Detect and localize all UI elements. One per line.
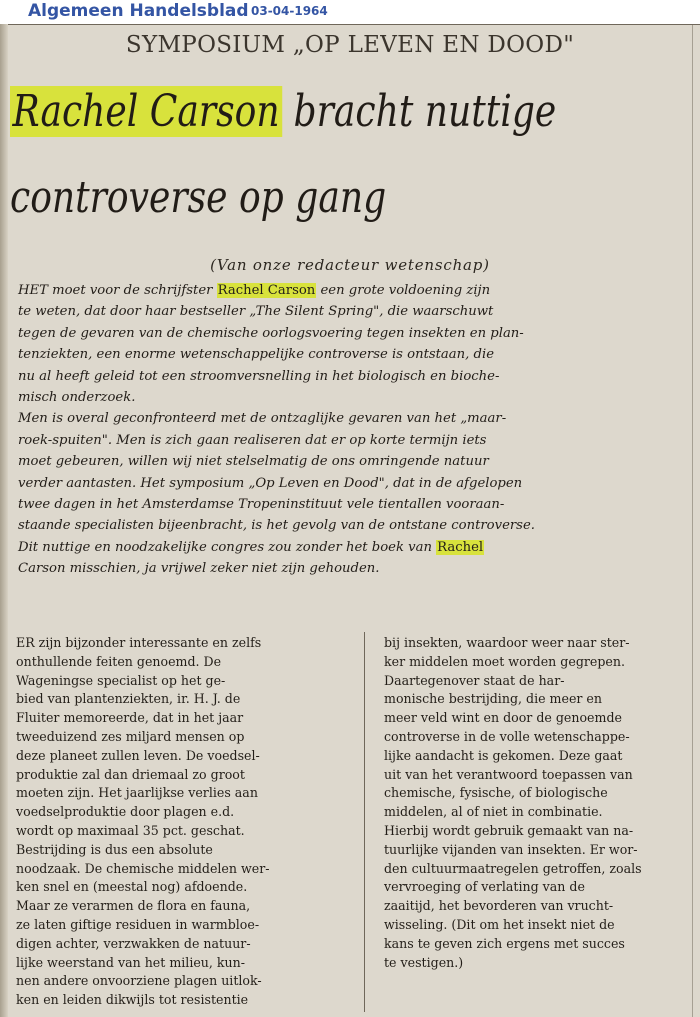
body-line: lijke weerstand van het milieu, kun- xyxy=(16,954,246,970)
body-line: ER zijn bijzonder interessante en zelfs xyxy=(16,635,262,650)
body-column-left xyxy=(16,634,334,1010)
intro-line: nu al heeft geleid tot een stroomversnelling in het biologisch en bioche- xyxy=(18,368,500,384)
intro-line: staande specialisten bijeenbracht, is het gevolg van de ontstane controverse. xyxy=(18,518,535,534)
body-line: produktie zal dan driemaal zo groot xyxy=(16,766,245,782)
name-highlight: Rachel xyxy=(437,539,484,555)
body-line: voedselproduktie door plagen e.d. xyxy=(16,804,235,820)
scan-edge xyxy=(0,24,8,1017)
top-rule xyxy=(8,24,700,25)
intro-line: twee dagen in het Amsterdamse Tropeninstituut vele tientallen vooraan- xyxy=(18,497,505,513)
headline-line-2: controverse op gang xyxy=(10,172,387,223)
byline: (Van onze redacteur wetenschap) xyxy=(210,256,490,274)
body-line: Wageningse specialist op het ge- xyxy=(16,672,226,688)
body-line: meer veld wint en door de genoemde xyxy=(384,710,622,726)
body-line: uit van het verantwoord toepassen van xyxy=(384,766,633,782)
publication-date: 03-04-1964 xyxy=(251,4,328,18)
body-line: controverse in de volle wetenschappe- xyxy=(384,728,630,744)
body-line: ken snel en (meestal nog) afdoende. xyxy=(16,879,248,895)
intro-line: moet gebeuren, willen wij niet stelselmatig de ons omringende natuur xyxy=(18,454,489,470)
intro-line: verder aantasten. Het symposium „Op Leven en Dood", dat in de afgelopen xyxy=(18,475,523,491)
column-divider xyxy=(364,632,365,1012)
body-line: digen achter, verzwakken de natuur- xyxy=(16,935,251,951)
body-line: Bestrijding is dus een absolute xyxy=(16,841,213,857)
body-line: moeten zijn. Het jaarlijkse verlies aan xyxy=(16,785,258,801)
body-line: tuurlijke vijanden van insekten. Er wor- xyxy=(384,841,638,857)
body-line: ken en leiden dikwijls tot resistentie xyxy=(16,992,249,1008)
body-line: Daartegenover staat de har- xyxy=(384,672,565,688)
body-line: bij insekten, waardoor weer naar ster- xyxy=(384,635,630,650)
intro-line: HET moet voor de schrijfster Rachel Carson een grote voldoening zijn xyxy=(18,283,491,298)
article-overline: SYMPOSIUM „OP LEVEN EN DOOD" xyxy=(125,32,575,58)
headline-line-1 xyxy=(10,86,568,138)
intro-paragraph xyxy=(18,280,688,580)
body-line: vervroeging of verlating van de xyxy=(384,879,585,895)
body-line: middelen, al of niet in combinatie. xyxy=(384,804,603,820)
body-line: tweeduizend zes miljard mensen op xyxy=(16,728,245,744)
body-line: bied van plantenziekten, ir. H. J. de xyxy=(16,691,241,707)
body-line: wisseling. (Dit om het insekt niet de xyxy=(384,916,615,932)
body-line: ze laten giftige residuen in warmbloe- xyxy=(16,916,260,932)
body-line: deze planeet zullen leven. De voedsel- xyxy=(16,747,260,763)
body-line: wordt op maximaal 35 pct. geschat. xyxy=(16,822,245,838)
body-line: zaaitijd, het bevorderen van vrucht- xyxy=(384,898,614,914)
body-line: ker middelen moet worden gegrepen. xyxy=(384,653,625,669)
intro-line: roek-spuiten". Men is zich gaan realiseren dat er op korte termijn iets xyxy=(18,432,487,448)
right-edge-rule xyxy=(692,24,693,1017)
body-line: onthullende feiten genoemd. De xyxy=(16,653,222,669)
intro-line: misch onderzoek. xyxy=(18,390,136,406)
body-line: lijke aandacht is gekomen. Deze gaat xyxy=(384,747,623,763)
body-line: te vestigen.) xyxy=(384,954,464,970)
headline-highlight: Rachel Carson xyxy=(10,86,282,137)
name-highlight: Rachel Carson xyxy=(217,283,316,298)
intro-line: Men is overal geconfronteerd met de ontzaglijke gevaren van het „maar- xyxy=(18,411,507,427)
body-line: chemische, fysische, of biologische xyxy=(384,785,608,801)
body-line: nen andere onvoorziene plagen uitlok- xyxy=(16,973,262,989)
body-line: Hierbij wordt gebruik gemaakt van na- xyxy=(384,822,634,838)
body-line: kans te geven zich ergens met succes xyxy=(384,935,625,951)
headline-rest: bracht nuttige xyxy=(282,86,557,137)
masthead xyxy=(0,0,700,24)
body-line: Fluiter memoreerde, dat in het jaar xyxy=(16,710,244,726)
intro-line: Carson misschien, ja vrijwel zeker niet zijn gehouden. xyxy=(18,561,380,577)
body-line: monische bestrijding, die meer en xyxy=(384,691,602,707)
intro-line: Dit nuttige en noodzakelijke congres zou zonder het boek van Rachel xyxy=(18,539,484,555)
intro-line: tenziekten, een enorme wetenschappelijke controverse is ontstaan, die xyxy=(18,347,494,363)
newspaper-name: Algemeen Handelsblad xyxy=(28,1,249,21)
body-line: Maar ze verarmen de flora en fauna, xyxy=(16,898,251,914)
body-line: noodzaak. De chemische middelen wer- xyxy=(16,860,270,876)
intro-line: te weten, dat door haar bestseller „The Silent Spring", die waarschuwt xyxy=(18,304,494,320)
body-column-right xyxy=(384,634,684,972)
body-line: den cultuurmaatregelen getroffen, zoals xyxy=(384,860,642,876)
intro-line: tegen de gevaren van de chemische oorlogsvoering tegen insekten en plan- xyxy=(18,325,524,341)
